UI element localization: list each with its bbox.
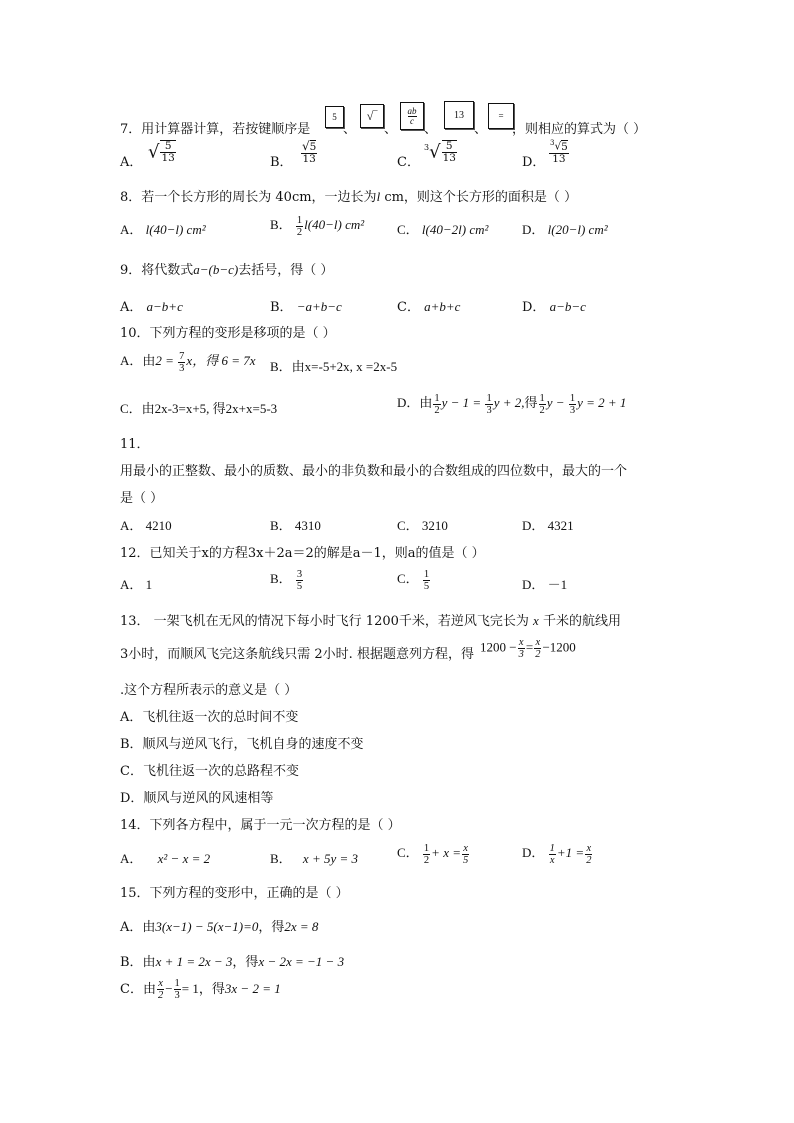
- q7-a-expr: √ $\frac{5}{13}$: [148, 140, 175, 165]
- sep-2: 、: [384, 122, 398, 137]
- q7-suffix: ，则相应的算式为（ ）: [512, 122, 647, 137]
- q9-option-d: D． a−b−c: [522, 299, 586, 315]
- q12-option-a: A． 1: [120, 577, 153, 592]
- q12-stem: 12．已知关于x的方程3x＋2a＝2的解是a－1，则a的值是（ ）: [120, 546, 485, 561]
- key-5: 5: [325, 106, 344, 128]
- q11-stem-end: 是（ ）: [120, 491, 164, 506]
- q13-equation: 1200 − $\frac{x}{3}$ = $\frac{x}{2}$ −1200: [480, 637, 576, 661]
- q13-option-b: B．顺风与逆风飞行，飞机自身的速度不变: [120, 737, 364, 752]
- q10-option-d: D．由 $\frac{1}{2}$ y − 1 = $\frac{1}{3}$ y + 2,得 $\frac{1}{2}$ y − $\frac{1}{3}$ y = 2 + 1: [397, 392, 627, 416]
- q8-option-d: D． l(20−l) cm²: [522, 222, 608, 237]
- q11-option-a: A． 4210: [120, 518, 172, 533]
- sep-4: 、: [474, 122, 488, 137]
- q7-option-a: A．: [120, 155, 143, 170]
- q13-option-d: D．顺风与逆风的风速相等: [120, 791, 274, 806]
- q14-stem: 14．下列各方程中，属于一元一次方程的是（ ）: [120, 818, 401, 833]
- q10-option-b: B．由x=-5+2x, x =2x-5: [270, 359, 398, 374]
- q12-option-c: C． $\frac{1}{5}$: [397, 568, 430, 592]
- q7-prefix: 7．用计算器计算，若按键顺序是: [120, 122, 311, 137]
- key-sqrt: √‾: [360, 104, 384, 128]
- q13-option-a: A．飞机往返一次的总时间不变: [120, 710, 299, 725]
- key-13: 13: [444, 101, 474, 129]
- q15-stem: 15．下列方程的变形中，正确的是（ ）: [120, 886, 349, 901]
- q9-option-a: A． a−b+c: [120, 299, 183, 315]
- q15-option-a: A．由3(x−1) − 5(x−1)=0，得2x = 8: [120, 919, 319, 935]
- q11-option-c: C． 3210: [397, 518, 448, 533]
- q10-option-c: C．由2x-3=x+5, 得2x+x=5-3: [120, 401, 278, 416]
- q9-option-b: B． −a+b−c: [270, 299, 342, 315]
- q14-option-b: B． x + 5y = 3: [270, 851, 359, 866]
- q11-option-d: D． 4321: [522, 518, 574, 533]
- q13-line3: .这个方程所表示的意义是（ ）: [120, 683, 298, 698]
- q9-stem: 9．将代数式a−(b−c)去括号，得（ ）: [120, 262, 334, 278]
- q13-line2: 3小时，而顺风飞完这条航线只需 2小时. 根据题意列方程，得: [120, 647, 474, 662]
- q7-stem: [120, 118, 310, 137]
- q8-option-a: A． l(40−l) cm²: [120, 222, 206, 237]
- sep-1: 、: [343, 122, 357, 137]
- q12-option-b: B． $\frac{3}{5}$: [270, 568, 303, 592]
- key-equals: =: [488, 103, 514, 129]
- q14-option-c: C． $\frac{1}{2}$ + x = $\frac{x}{5}$: [397, 842, 469, 866]
- q11-option-b: B． 4310: [270, 518, 321, 533]
- key-ab-c: ab c: [400, 102, 424, 130]
- q7-d-expr: $\frac{^3√5}{13}$: [550, 139, 568, 165]
- sep-3: 、: [424, 122, 438, 137]
- q10-stem: 10．下列方程的变形是移项的是（ ）: [120, 326, 336, 341]
- q9-option-c: C． a+b+c: [397, 299, 461, 315]
- q8-stem: 8．若一个长方形的周长为 40cm，一边长为l cm，则这个长方形的面积是（ ）: [120, 189, 578, 205]
- q7-c-expr: $^3$√ $\frac{5}{13}$: [424, 140, 456, 165]
- q15-option-c: C．由 $\frac{x}{2}$ − $\frac{1}{3}$ = 1，得3x − 2 = 1: [120, 978, 281, 1002]
- q11-stem: 用最小的正整数、最小的质数、最小的非负数和最小的合数组成的四位数中，最大的一个: [120, 464, 628, 479]
- q15-option-b: B．由x + 1 = 2x − 3，得x − 2x = −1 − 3: [120, 954, 345, 970]
- q8-option-c: C． l(40−2l) cm²: [397, 222, 489, 237]
- q7-b-expr: $\frac{√5}{13}$: [302, 139, 317, 166]
- q12-option-d: D． －1: [522, 577, 568, 592]
- q8-option-b: B． $\frac{1}{2}$ l(40−l) cm²: [270, 214, 365, 238]
- q7-option-c: C．: [397, 155, 420, 170]
- q7-option-d: D．: [522, 155, 546, 170]
- q14-option-d: D． $\frac{1}{x}$ +1 = $\frac{x}{2}$: [522, 842, 592, 866]
- q11-number: 11．: [120, 437, 150, 452]
- q13-line1: 13． 一架飞机在无风的情况下每小时飞行 1200千米，若逆风飞完长为 x 千米的航线用: [120, 613, 621, 629]
- q13-option-c: C．飞机往返一次的总路程不变: [120, 764, 299, 779]
- q10-option-a: A．由2 = $\frac{7}{3}$ x，得 6 = 7x: [120, 350, 256, 374]
- q7-option-b: B．: [270, 155, 293, 170]
- q14-option-a: A． x² − x = 2: [120, 851, 211, 866]
